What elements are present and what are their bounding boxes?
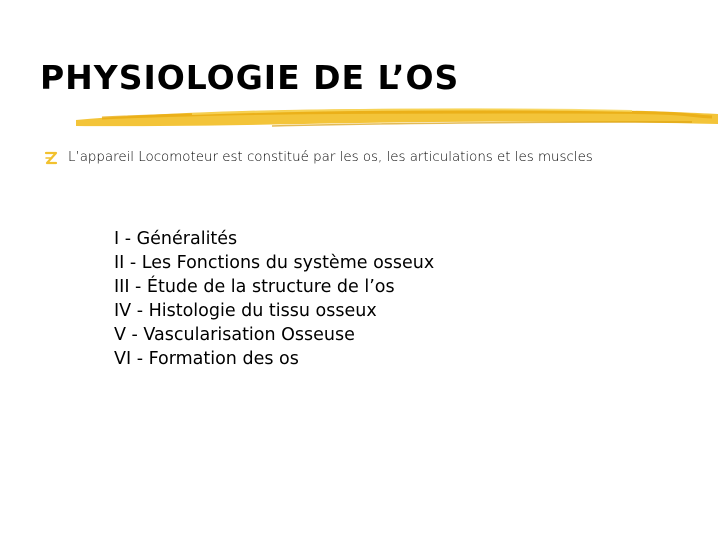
outline-list: [114, 227, 434, 371]
z-bullet-icon: [44, 151, 58, 165]
outline-item: VI - Formation des os: [114, 349, 299, 369]
slide-title: PHYSIOLOGIE DE L’OS: [40, 58, 460, 97]
outline-item: IV - Histologie du tissu osseux: [114, 301, 377, 321]
bullet-point: [44, 150, 593, 165]
bullet-text: L’appareil Locomoteur est constitué par les os, les articulations et les muscles: [68, 150, 593, 165]
outline-item: II - Les Fonctions du système osseux: [114, 253, 435, 273]
outline-item: I - Généralités: [114, 229, 238, 249]
outline-item: V - Vascularisation Osseuse: [114, 325, 355, 345]
title-underline-brush: [72, 100, 720, 134]
outline-item: III - Étude de la structure de l’os: [114, 277, 395, 297]
